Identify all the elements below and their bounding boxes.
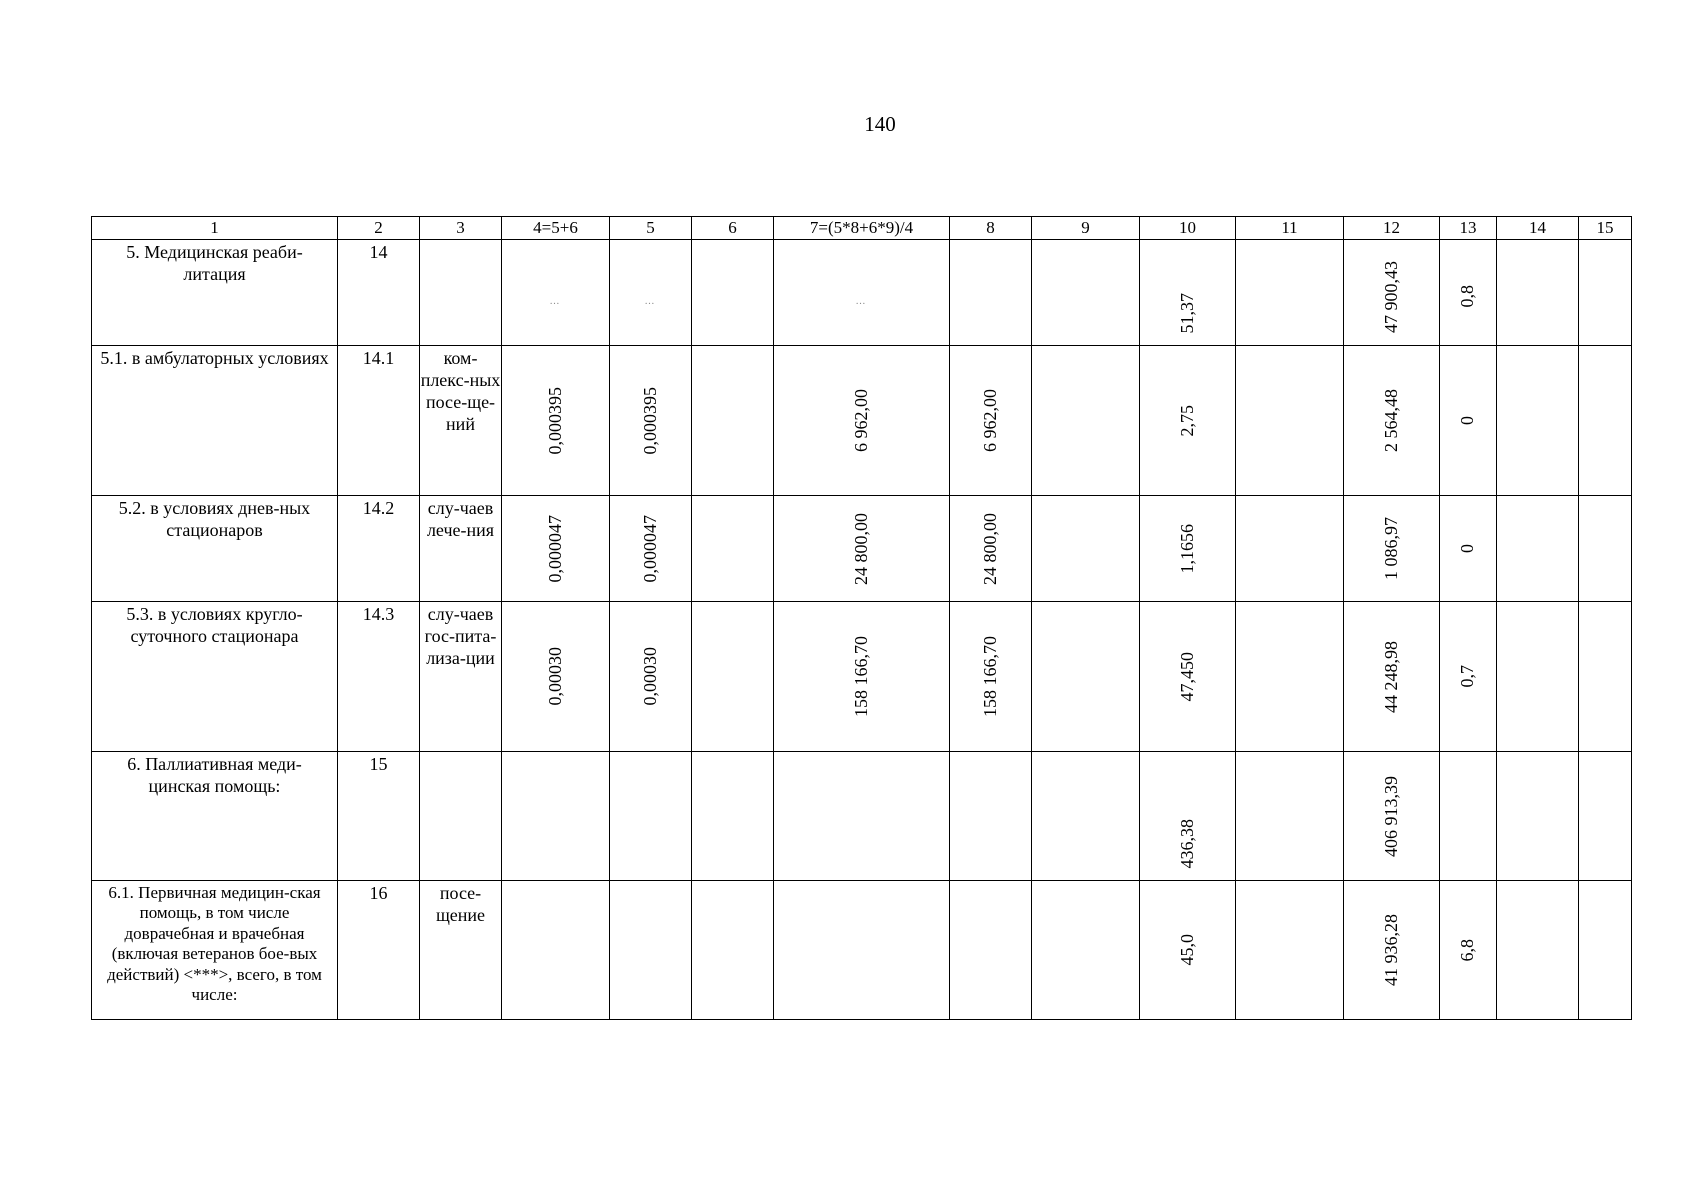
- cell-c12: [1344, 752, 1440, 881]
- header-cell: 2: [338, 217, 420, 240]
- table-row: [92, 602, 1632, 752]
- cell-c15: [1579, 881, 1632, 1020]
- cell-c15: [1579, 240, 1632, 346]
- cell-value: 6 962,00: [979, 389, 1000, 452]
- cell-c13: [1440, 602, 1497, 752]
- cell-value: 0,00030: [544, 647, 565, 706]
- cell-c12: [1344, 346, 1440, 496]
- cell-value: 0: [1457, 544, 1478, 553]
- faint-mark: …: [549, 296, 562, 307]
- cell-value: 0,000395: [544, 386, 565, 455]
- row-code: 14: [338, 240, 420, 346]
- row-name: 6. Паллиативная меди-цинская помощь:: [92, 752, 338, 881]
- cell-c10: [1140, 752, 1236, 881]
- cell-c12: [1344, 496, 1440, 602]
- cell-c4: [502, 240, 610, 346]
- table-row: [92, 346, 1632, 496]
- cell-c5: [610, 602, 692, 752]
- faint-mark: …: [644, 296, 657, 307]
- cell-value: 1,1656: [1176, 523, 1197, 574]
- cell-c4: [502, 496, 610, 602]
- header-row: [92, 217, 1632, 240]
- cell-c10: [1140, 602, 1236, 752]
- cell-value: 2,75: [1176, 404, 1197, 437]
- cell-c9: [1032, 752, 1140, 881]
- cell-c7: [774, 752, 950, 881]
- cell-c6: [692, 496, 774, 602]
- cell-value: 0,8: [1457, 284, 1478, 307]
- row-unit: слу-чаев лече-ния: [420, 496, 502, 602]
- cell-c10: [1140, 496, 1236, 602]
- cell-c10: [1140, 881, 1236, 1020]
- header-cell: 6: [692, 217, 774, 240]
- cell-c13: [1440, 346, 1497, 496]
- cell-value: 6 962,00: [850, 389, 871, 452]
- cell-c4: [502, 752, 610, 881]
- cell-value: 51,37: [1176, 292, 1197, 333]
- cell-c14: [1497, 346, 1579, 496]
- header-cell: 4=5+6: [502, 217, 610, 240]
- cell-c6: [692, 752, 774, 881]
- cell-c5: [610, 881, 692, 1020]
- table-row: [92, 881, 1632, 1020]
- row-name: 6.1. Первичная медицин-ская помощь, в том числе доврачебная и врачебная (включая ветеранов бое-вых действий) <***>, всего, в том числе:: [92, 881, 338, 1020]
- cell-c11: [1236, 496, 1344, 602]
- cell-c6: [692, 602, 774, 752]
- cell-value: 2 564,48: [1380, 389, 1401, 452]
- cell-c7: [774, 496, 950, 602]
- cell-c13: [1440, 496, 1497, 602]
- header-cell: 9: [1032, 217, 1140, 240]
- faint-mark: …: [855, 296, 868, 307]
- cell-c13: [1440, 881, 1497, 1020]
- page-number: 140: [864, 112, 896, 136]
- cell-c8: [950, 881, 1032, 1020]
- cell-c6: [692, 881, 774, 1020]
- cell-c6: [692, 346, 774, 496]
- cell-value: 0: [1457, 416, 1478, 425]
- header-cell: 15: [1579, 217, 1632, 240]
- cell-c9: [1032, 881, 1140, 1020]
- cell-c14: [1497, 752, 1579, 881]
- header-cell: 8: [950, 217, 1032, 240]
- cell-c8: [950, 496, 1032, 602]
- cell-c8: [950, 240, 1032, 346]
- cell-c11: [1236, 346, 1344, 496]
- cell-value: 6,8: [1457, 938, 1478, 962]
- cell-c11: [1236, 602, 1344, 752]
- cell-c9: [1032, 346, 1140, 496]
- cell-c5: [610, 346, 692, 496]
- cell-c14: [1497, 881, 1579, 1020]
- cell-c7: [774, 240, 950, 346]
- row-code: 14.3: [338, 602, 420, 752]
- cell-c10: [1140, 346, 1236, 496]
- data-table: [91, 216, 1632, 1020]
- cell-value: 436,38: [1176, 818, 1197, 868]
- row-name: 5. Медицинская реаби-литация: [92, 240, 338, 346]
- cell-c10: [1140, 240, 1236, 346]
- row-unit: ком-плекс-ных посе-ще-ний: [420, 346, 502, 496]
- cell-value: 44 248,98: [1380, 640, 1401, 713]
- row-code: 14.2: [338, 496, 420, 602]
- row-name: 5.1. в амбулаторных условиях: [92, 346, 338, 496]
- data-table-container: [91, 216, 1632, 1020]
- cell-c8: [950, 346, 1032, 496]
- cell-c14: [1497, 496, 1579, 602]
- cell-value: 406 913,39: [1380, 775, 1401, 857]
- cell-c14: [1497, 602, 1579, 752]
- cell-value: 47,450: [1176, 651, 1197, 702]
- header-cell: 3: [420, 217, 502, 240]
- row-unit: посе-щение: [420, 881, 502, 1020]
- row-name: 5.2. в условиях днев-ных стационаров: [92, 496, 338, 602]
- row-unit: [420, 240, 502, 346]
- header-cell: 14: [1497, 217, 1579, 240]
- row-unit: [420, 752, 502, 881]
- cell-c8: [950, 602, 1032, 752]
- row-code: 16: [338, 881, 420, 1020]
- cell-c9: [1032, 240, 1140, 346]
- cell-c15: [1579, 496, 1632, 602]
- cell-c11: [1236, 752, 1344, 881]
- cell-c5: [610, 240, 692, 346]
- cell-value: 158 166,70: [850, 636, 871, 717]
- row-name: 5.3. в условиях кругло-суточного стационара: [92, 602, 338, 752]
- header-cell: 1: [92, 217, 338, 240]
- cell-c12: [1344, 881, 1440, 1020]
- cell-value: 0,7: [1457, 665, 1478, 688]
- cell-c5: [610, 496, 692, 602]
- cell-c7: [774, 602, 950, 752]
- table-row: [92, 240, 1632, 346]
- cell-c13: [1440, 240, 1497, 346]
- cell-c9: [1032, 496, 1140, 602]
- cell-c9: [1032, 602, 1140, 752]
- cell-value: 45,0: [1176, 934, 1197, 966]
- row-unit: слу-чаев гос-пита-лиза-ции: [420, 602, 502, 752]
- cell-value: 0,000047: [544, 514, 565, 583]
- cell-value: 0,000047: [639, 514, 660, 583]
- cell-c4: [502, 346, 610, 496]
- cell-value: 158 166,70: [979, 636, 1000, 717]
- table-row: [92, 496, 1632, 602]
- cell-c12: [1344, 602, 1440, 752]
- cell-value: 0,000395: [639, 386, 660, 455]
- header-cell: 11: [1236, 217, 1344, 240]
- cell-c12: [1344, 240, 1440, 346]
- cell-c14: [1497, 240, 1579, 346]
- cell-c15: [1579, 602, 1632, 752]
- cell-value: 24 800,00: [850, 512, 871, 585]
- cell-c13: [1440, 752, 1497, 881]
- header-cell: 10: [1140, 217, 1236, 240]
- header-cell: 13: [1440, 217, 1497, 240]
- cell-c8: [950, 752, 1032, 881]
- cell-c4: [502, 602, 610, 752]
- header-cell: 12: [1344, 217, 1440, 240]
- cell-value: 1 086,97: [1380, 517, 1401, 580]
- cell-value: 0,00030: [639, 647, 660, 706]
- cell-c4: [502, 881, 610, 1020]
- header-cell: 7=(5*8+6*9)/4: [774, 217, 950, 240]
- cell-c15: [1579, 752, 1632, 881]
- row-code: 14.1: [338, 346, 420, 496]
- cell-c11: [1236, 240, 1344, 346]
- cell-c15: [1579, 346, 1632, 496]
- table-row: [92, 752, 1632, 881]
- cell-value: 41 936,28: [1380, 914, 1401, 986]
- cell-c5: [610, 752, 692, 881]
- cell-value: 24 800,00: [979, 512, 1000, 585]
- cell-c11: [1236, 881, 1344, 1020]
- header-cell: 5: [610, 217, 692, 240]
- cell-value: 47 900,43: [1380, 261, 1401, 333]
- cell-c7: [774, 881, 950, 1020]
- row-code: 15: [338, 752, 420, 881]
- cell-c7: [774, 346, 950, 496]
- cell-c6: [692, 240, 774, 346]
